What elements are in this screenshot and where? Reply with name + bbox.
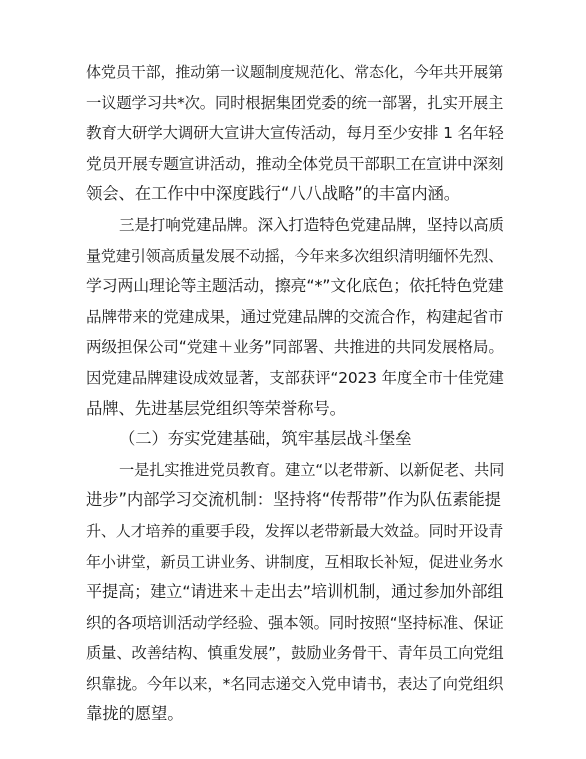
text-line: 升、人才培养的重要手段，发挥以老带新最大效益。同时开设青 (86, 521, 504, 540)
text-line: 品牌带来的党建成果，通过党建品牌的交流合作，构建起省市 (86, 307, 504, 326)
paragraph-continuation (86, 57, 506, 210)
text-line: 教育大研学大调研大宣讲大宣传活动，每月至少安排 1 名年轻 (86, 124, 504, 143)
text-line: 质量、改善结构、慎重发展”，鼓励业务骨干、青年员工向党组 (86, 644, 504, 663)
text-line: 量党建引领高质量发展不动摇，今年来多次组织清明缅怀先烈、 (86, 246, 504, 265)
text-line: 因党建品牌建设成效显著，支部获评“2023 年度全市十佳党建 (86, 368, 504, 387)
text-line: 年小讲堂，新员工讲业务、讲制度，互相取长补短，促进业务水 (86, 552, 504, 571)
paragraph-party-brand (86, 210, 506, 424)
text-line: 平提高；建立“请进来＋走出去”培训机制，通过参加外部组 (86, 582, 504, 602)
text-line: 体党员干部，推动第一议题制度规范化、常态化，今年共开展第 (86, 63, 504, 81)
text-line: 领会、在工作中中深度践行“八八战略”的丰富内涵。 (86, 184, 460, 204)
text-line: 两级担保公司“党建＋业务”同部署、共推进的共同发展格局。 (86, 338, 504, 357)
section-heading: （二）夯实党建基础，筑牢基层战斗堡垒 (119, 429, 412, 449)
paragraph-member-education (86, 455, 506, 730)
text-line: 织靠拢。今年以来，*名同志递交入党申请书，表达了向党组织 (86, 674, 504, 693)
text-line: 品牌、先进基层党组织等荣誉称号。 (86, 398, 346, 418)
document-body (86, 57, 506, 730)
text-line: 党员开展专题宣讲活动，推动全体党员干部职工在宣讲中深刻 (86, 154, 504, 173)
text-line: 学习两山理论等主题活动，擦亮“*”文化底色；依托特色党建 (86, 276, 504, 296)
text-line: 进步”内部学习交流机制：坚持将“传帮带”作为队伍素能提 (86, 490, 501, 510)
text-line: 一是扎实推进党员教育。建立“以老带新、以新促老、共同 (119, 460, 505, 479)
text-line: 三是打响党建品牌。深入打造特色党建品牌，坚持以高质 (119, 215, 504, 234)
text-line: 靠拢的愿望。 (86, 704, 184, 724)
text-line: 织的各项培训活动学经验、强本领。同时按照“坚持标准、保证 (86, 613, 504, 632)
text-line: 一议题学习共*次。同时根据集团党委的统一部署，扎实开展主 (86, 93, 504, 112)
